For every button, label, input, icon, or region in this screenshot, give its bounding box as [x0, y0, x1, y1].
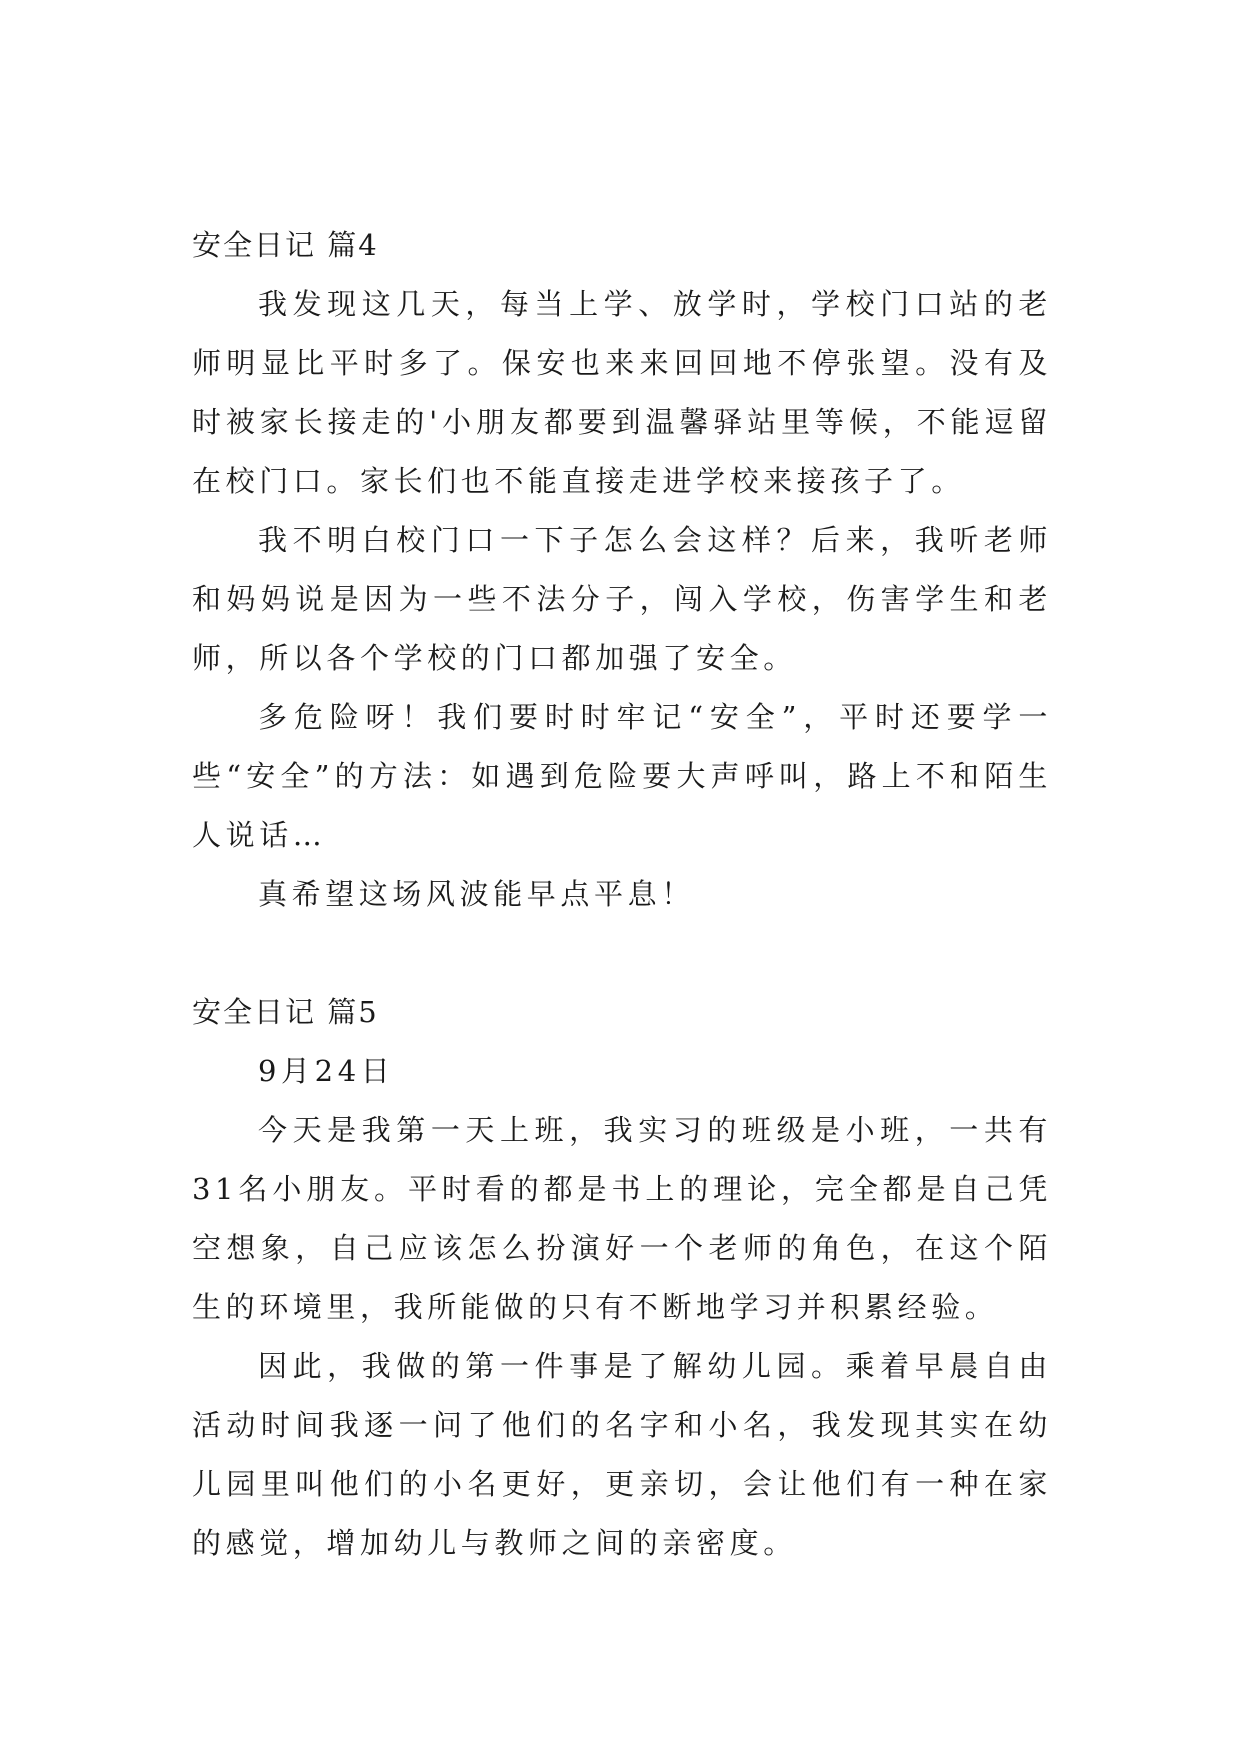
- paragraph: 我不明白校门口一下子怎么会这样？后来，我听老师和妈妈说是因为一些不法分子，闯入学校，伤害学生和老师，所以各个学校的门口都加强了安全。: [192, 523, 1052, 675]
- diary-section-4: [192, 216, 1052, 924]
- document-body: [192, 216, 1052, 1573]
- paragraph: 多危险呀！我们要时时牢记“安全”，平时还要学一些“安全”的方法：如遇到危险要大声呼叫，路上不和陌生人说话…: [192, 700, 1052, 852]
- section-heading: 安全日记 篇5: [192, 995, 379, 1029]
- diary-date: 9月24日: [258, 1054, 395, 1088]
- section-heading: 安全日记 篇4: [192, 228, 379, 262]
- paragraph: 我发现这几天，每当上学、放学时，学校门口站的老师明显比平时多了。保安也来来回回地不停张望。没有及时被家长接走的'小朋友都要到温馨驿站里等候，不能逗留在校门口。家长们也不能直接走进学校来接孩子了。: [192, 287, 1052, 498]
- paragraph: 真希望这场风波能早点平息！: [258, 877, 695, 911]
- diary-section-5: [192, 983, 1052, 1573]
- paragraph: 因此，我做的第一件事是了解幼儿园。乘着早晨自由活动时间我逐一问了他们的名字和小名，我发现其实在幼儿园里叫他们的小名更好，更亲切，会让他们有一种在家的感觉，增加幼儿与教师之间的亲密度。: [192, 1349, 1052, 1560]
- paragraph: 今天是我第一天上班，我实习的班级是小班，一共有31名小朋友。平时看的都是书上的理论，完全都是自己凭空想象，自己应该怎么扮演好一个老师的角色，在这个陌生的环境里，我所能做的只有不断地学习并积累经验。: [192, 1113, 1052, 1324]
